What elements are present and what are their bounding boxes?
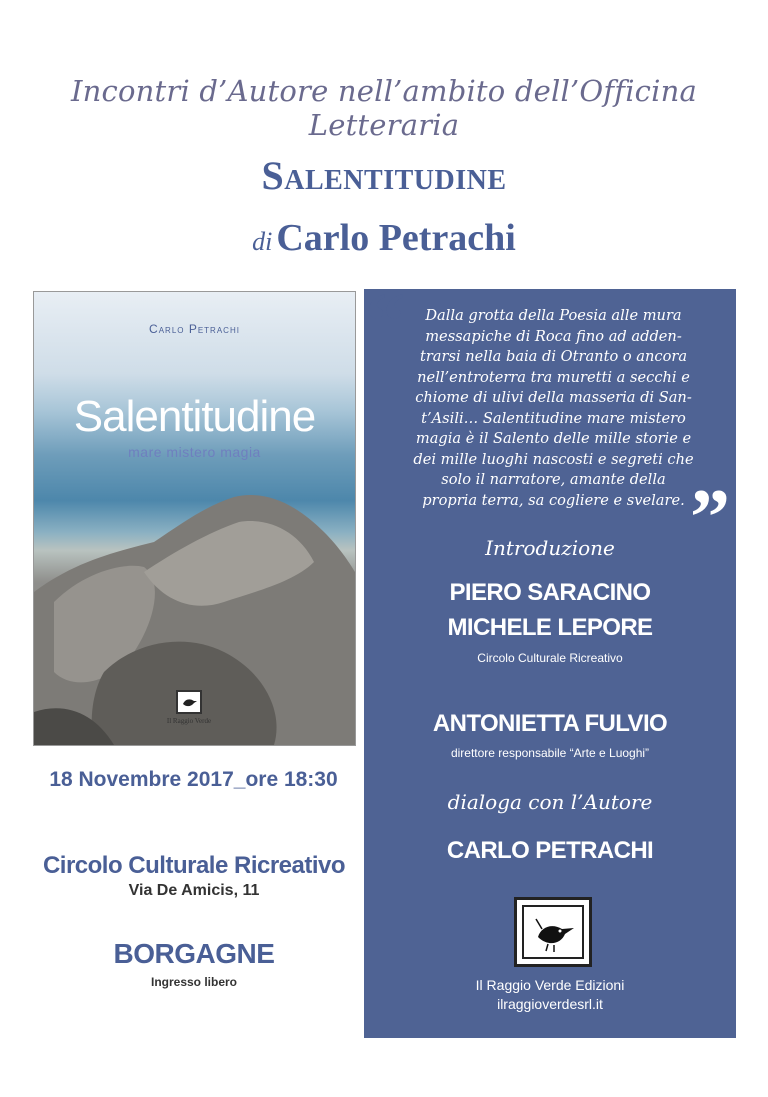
event-address: Via De Amicis, 11	[128, 882, 260, 899]
quote-line: nell’entroterra tra muretti a secchi e	[417, 368, 690, 386]
book-quote	[396, 306, 711, 511]
sand-sculpture-illustration	[34, 292, 355, 745]
speaker-saracino: PIERO SARACINO	[449, 579, 651, 606]
cover-title: Salentitudine	[73, 392, 316, 441]
book-cover-image	[33, 291, 356, 746]
speaker-fulvio-role: direttore responsabile “Arte e Luoghi”	[450, 746, 650, 760]
raggio-verde-logo-icon	[514, 897, 592, 967]
author-name: Carlo Petrachi	[276, 217, 516, 259]
dialog-label: dialoga con l’Autore	[447, 790, 653, 814]
quote-line: magia è il Salento delle mille storie e	[415, 430, 692, 447]
publisher-name: Il Raggio Verde Edizioni	[475, 977, 625, 993]
quote-line: t’Asili… Salentitudine mare mistero	[421, 409, 686, 427]
entry-note: Ingresso libero	[150, 975, 238, 989]
book-title: Salentitudine	[261, 153, 507, 198]
publisher-logo-icon	[176, 690, 202, 714]
speaker-fulvio: ANTONIETTA FULVIO	[432, 710, 668, 737]
quote-line: trarsi nella baia di Otranto o ancora	[419, 348, 688, 365]
quote-line: dei mille luoghi nascosti e segreti che	[413, 450, 694, 468]
speakers-role: Circolo Culturale Ricreativo	[477, 651, 623, 665]
quote-line: solo il narratore, amante della	[441, 471, 666, 488]
quote-line: messapiche di Roca fino ad adden-	[425, 327, 682, 345]
event-venue: Circolo Culturale Ricreativo	[42, 852, 346, 879]
open-quote-icon: “	[365, 278, 405, 366]
panel-author-name: CARLO PETRACHI	[446, 837, 654, 864]
event-date: 18 Novembre 2017_ore 18:30	[49, 768, 338, 791]
event-town: BORGAGNE	[113, 938, 275, 969]
quote-line: Dalla grotta della Poesia alle mura	[425, 307, 682, 324]
series-heading: Incontri d’Autore nell’ambito dell’Officina Letteraria	[71, 74, 697, 142]
cover-publisher-mark: Il Raggio Verde	[166, 717, 212, 725]
cover-subtitle: mare mistero magia	[128, 444, 261, 460]
close-quote-icon: ”	[690, 474, 730, 562]
publisher-website: ilraggioverdesrl.it	[497, 996, 603, 1012]
intro-label: Introduzione	[485, 536, 615, 560]
cover-author: Carlo Petrachi	[149, 322, 240, 336]
quote-line: propria terra, sa cogliere e svelare.	[422, 491, 685, 509]
speaker-lepore: MICHELE LEPORE	[447, 614, 653, 641]
author-prefix: di	[252, 227, 273, 256]
author-line	[0, 216, 768, 260]
quote-line: chiome di ulivi della masseria di San-	[415, 389, 692, 406]
